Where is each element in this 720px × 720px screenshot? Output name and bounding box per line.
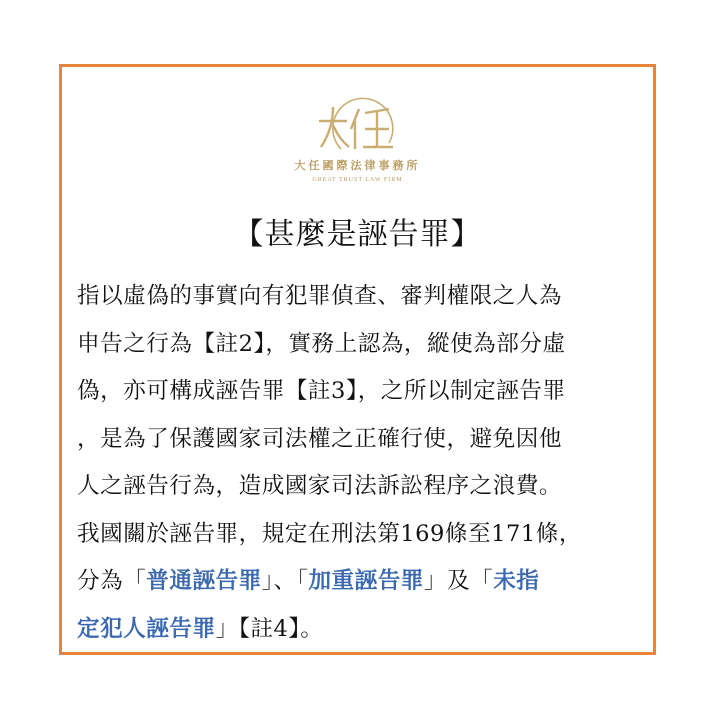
page-title: 【甚麼是誣告罪】 [233, 217, 482, 252]
body-text-segment: 」、「 [261, 568, 309, 594]
body-line: ，是為了保護國家司法權之正確行使，避免因他 [77, 425, 562, 452]
body-text-segment: 分為「 [77, 568, 147, 594]
content-frame [59, 64, 656, 655]
firm-logo [62, 91, 653, 183]
highlight-unnamed-offender-part2: 定犯人誣告罪 [77, 615, 216, 642]
body-line: 人之誣告行為，造成國家司法訴訟程序之浪費。 [77, 473, 562, 499]
body-text [77, 273, 647, 653]
logo-mark-icon [303, 91, 413, 155]
body-line [77, 558, 647, 606]
body-line: 偽，亦可構成誣告罪【註3】，之所以制定誣告罪 [77, 378, 566, 404]
body-text-segment: 」及「 [423, 568, 494, 594]
body-text-segment: 」【註4】。 [215, 615, 324, 642]
firm-name-english: GREAT TRUST LAW FIRM [312, 177, 403, 183]
highlight-unnamed-offender-part1: 未指 [493, 568, 540, 594]
body-line: 我國關於誣告罪，規定在刑法第169條至171條， [77, 520, 582, 547]
highlight-aggravated-false-accusation: 加重誣告罪 [308, 568, 424, 594]
firm-name: 大任國際法律事務所 [294, 159, 421, 172]
highlight-ordinary-false-accusation: 普通誣告罪 [146, 568, 262, 594]
body-line: 指以虛偽的事實向有犯罪偵查、審判權限之人為 [77, 283, 562, 309]
body-line: 申告之行為【註2】，實務上認為，縱使為部分虛 [77, 330, 566, 357]
body-line [77, 606, 647, 654]
